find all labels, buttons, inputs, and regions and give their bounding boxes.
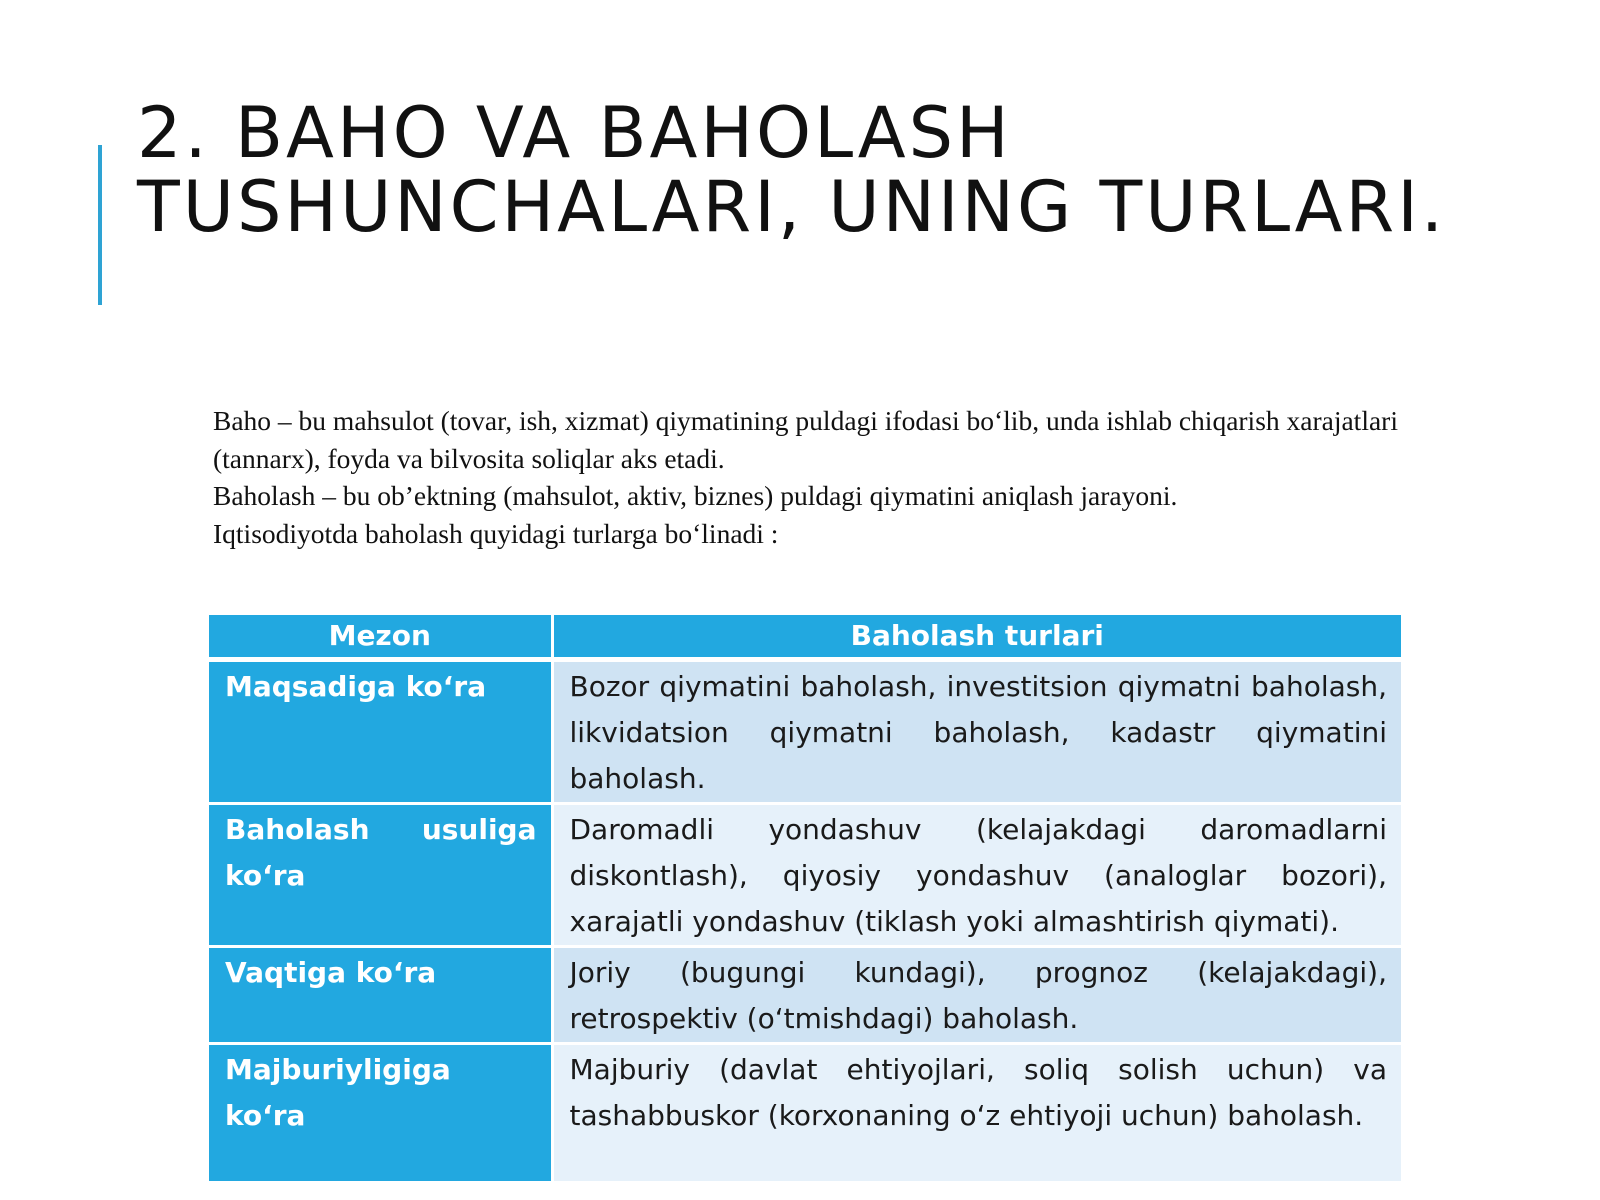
title-accent-bar xyxy=(98,145,102,305)
valuation-types-table xyxy=(209,615,1401,1184)
slide-title-line1: 2. BAHO VA BAHOLASH xyxy=(137,92,1012,174)
intro-types-lead: Iqtisodiyotda baholash quyidagi turlarga bo‘linadi : xyxy=(213,517,779,549)
criterion-cell: Maqsadiga ko‘ra xyxy=(209,660,552,804)
valuation-types-cell: Daromadli yondashuv (kelajakdagi daromadlarni diskontlash), qiyosiy yondashuv (analoglar bozori), xarajatli yondashuv (tiklash yoki almashtirish qiymati). xyxy=(552,804,1401,947)
table-row xyxy=(209,804,1401,947)
criterion-cell: Baholash usuliga ko‘ra xyxy=(209,804,552,947)
table-row xyxy=(209,660,1401,804)
criterion-cell: Vaqtiga ko‘ra xyxy=(209,947,552,1044)
table-row xyxy=(209,1044,1401,1183)
valuation-types-cell: Bozor qiymatini baholash, investitsion qiymatni baholash, likvidatsion qiymatni baholash, kadastr qiymatini baholash. xyxy=(552,660,1401,804)
table-row xyxy=(209,947,1401,1044)
intro-definition-baholash: Baholash – bu ob’ektning (mahsulot, aktiv, biznes) puldagi qiymatini aniqlash jarayoni. xyxy=(213,480,1178,511)
criterion-cell: Majburiyligiga ko‘ra xyxy=(209,1044,552,1183)
table-header-row xyxy=(209,615,1401,660)
intro-text xyxy=(213,402,1443,552)
valuation-types-cell: Joriy (bugungi kundagi), prognoz (kelajakdagi), retrospektiv (o‘tmishdagi) baholash. xyxy=(552,947,1401,1044)
intro-definition-baho: Baho – bu mahsulot (tovar, ish, xizmat) qiymatining puldagi ifodasi bo‘lib, unda ishlab chiqarish xarajatlari (tannarx), foyda va bilvosita soliqlar aks etadi. xyxy=(213,405,1398,474)
column-header-valuation-types: Baholash turlari xyxy=(552,615,1401,660)
slide-title-line2: TUSHUNCHALARI, UNING TURLARI. xyxy=(137,166,1447,248)
valuation-types-cell: Majburiy (davlat ehtiyojlari, soliq solish uchun) va tashabbuskor (korxonaning o‘z ehtiyoji uchun) baholash. xyxy=(552,1044,1401,1183)
slide-title xyxy=(137,92,1557,248)
column-header-criterion: Mezon xyxy=(209,615,552,660)
